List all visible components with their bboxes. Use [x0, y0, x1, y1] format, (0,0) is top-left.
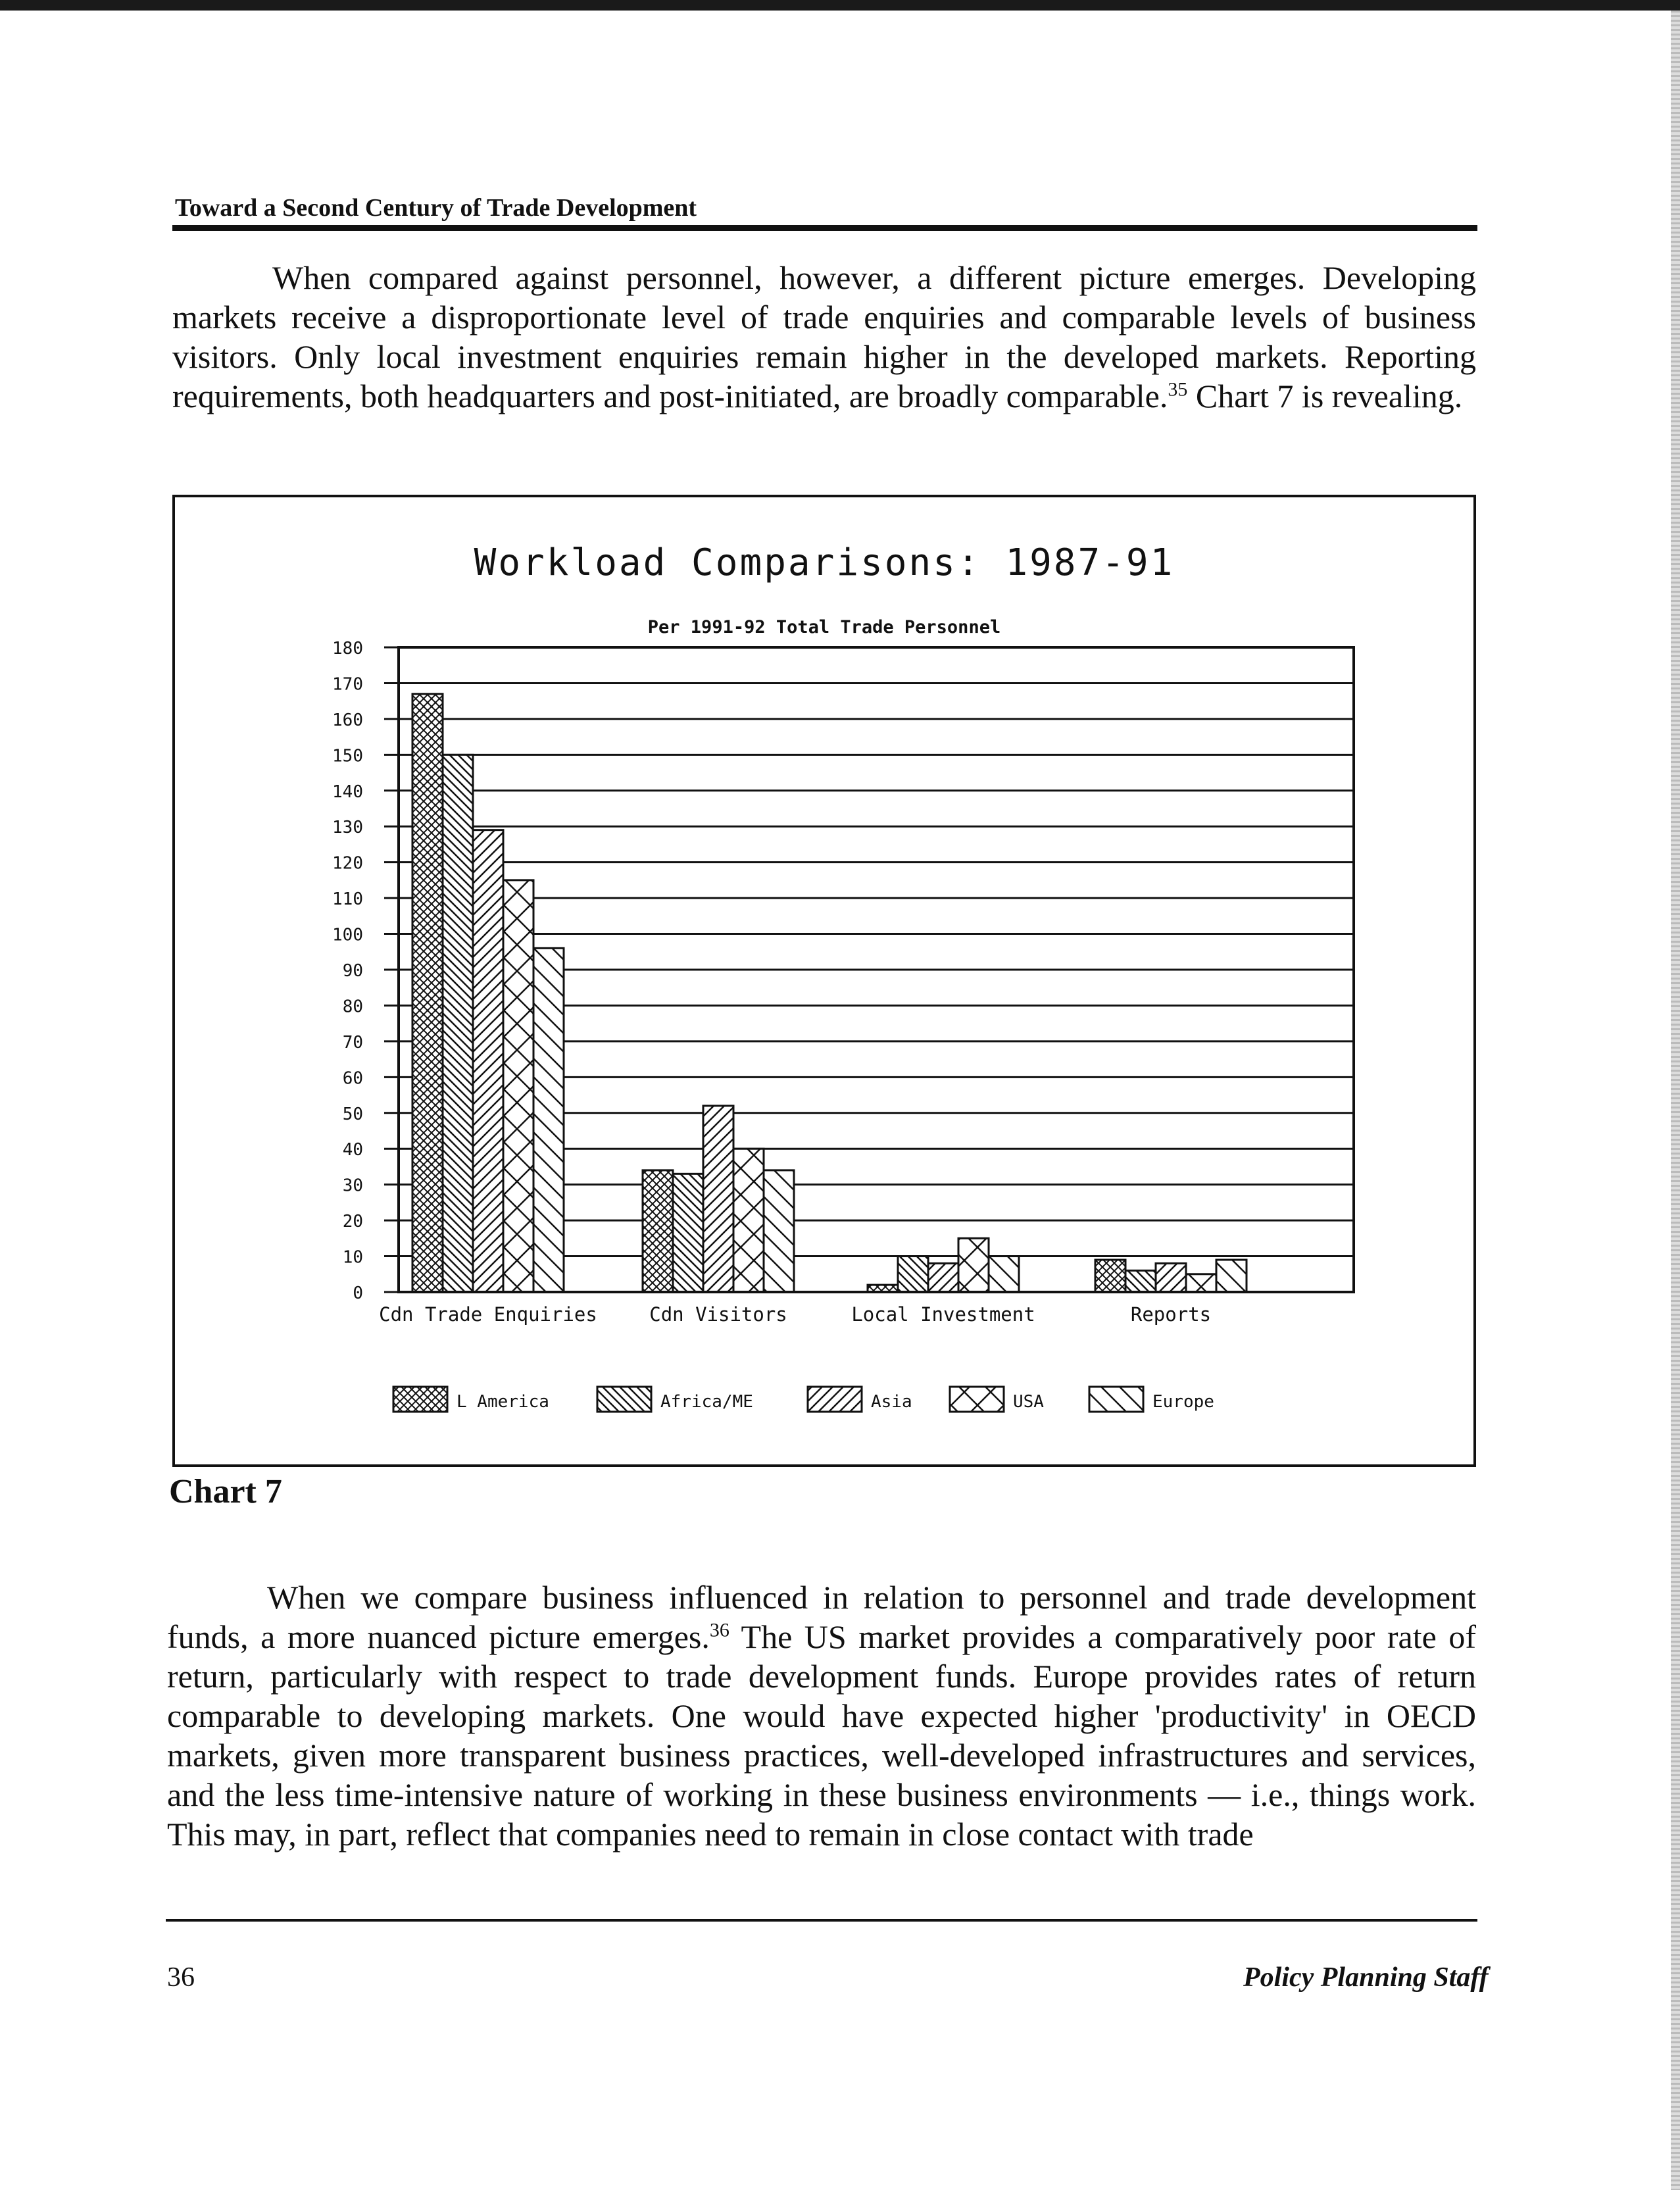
- y-tick-label: 80: [342, 997, 363, 1017]
- y-tick-label: 0: [353, 1283, 363, 1303]
- bar-usa: [1186, 1274, 1216, 1292]
- footnote-ref-36: 36: [709, 1619, 729, 1641]
- paragraph-1-text: When compared against personnel, however, a different picture emerges. Developing markets receive a disproportionate level of trade enquiries and comparable levels of business visitors. Only local investment enquiries remain higher in the developed markets. Reporting requirements, both headquarters and post-initiated, are broadly comparable.: [172, 259, 1476, 414]
- x-category-label: Local Investment: [851, 1303, 1035, 1326]
- chart-legend: [393, 1387, 1214, 1412]
- bar-asia: [473, 830, 503, 1292]
- y-tick-label: 90: [342, 961, 363, 981]
- bars: [412, 694, 1247, 1292]
- running-header-title: Toward a Second Century of Trade Development: [175, 194, 697, 222]
- chart-caption: Chart 7: [169, 1473, 282, 1510]
- chart-title: Workload Comparisons: 1987-91: [474, 541, 1175, 584]
- y-tick-label: 60: [342, 1068, 363, 1089]
- workload-bar-chart: [175, 497, 1473, 1464]
- y-tick-label: 110: [332, 889, 363, 910]
- y-tick-label: 180: [332, 639, 363, 659]
- bar-europe: [1216, 1260, 1247, 1292]
- bar-europe: [764, 1170, 794, 1292]
- y-axis-ticks: [332, 639, 399, 1303]
- bar-asia: [928, 1263, 958, 1292]
- scan-binding-edge: [1671, 11, 1680, 2190]
- legend-swatch: [393, 1387, 447, 1412]
- footer-publisher: Policy Planning Staff: [1243, 1962, 1489, 1993]
- y-tick-label: 170: [332, 674, 363, 695]
- x-category-label: Cdn Trade Enquiries: [379, 1303, 597, 1326]
- y-tick-label: 160: [332, 710, 363, 730]
- legend-swatch: [808, 1387, 862, 1412]
- y-tick-label: 150: [332, 746, 363, 766]
- y-tick-label: 40: [342, 1140, 363, 1160]
- footnote-ref-35: 35: [1168, 378, 1188, 401]
- bar-l-america: [412, 694, 443, 1292]
- chart-subtitle: Per 1991-92 Total Trade Personnel: [647, 617, 1001, 637]
- bar-l-america: [643, 1170, 673, 1292]
- legend-swatch: [1089, 1387, 1143, 1412]
- bar-africa-me: [1125, 1270, 1156, 1292]
- legend-label: Africa/ME: [660, 1392, 753, 1412]
- bar-europe: [533, 948, 564, 1292]
- y-tick-label: 70: [342, 1032, 363, 1053]
- paragraph-2-tail: The US market provides a comparatively poor rate of return, particularly with respect to trade development funds. Europe provides rates of return comparable to developing markets. One would have expected higher 'productivity' in OECD markets, given more transparent business practices, well-developed infrastructures and services, and the less time-intensive nature of working in these business environments — i.e., things work. This may, in part, reflect that companies need to remain in close contact with trade: [167, 1618, 1477, 1853]
- legend-label: L America: [457, 1392, 549, 1412]
- y-tick-label: 140: [332, 782, 363, 802]
- bar-africa-me: [673, 1174, 703, 1292]
- y-tick-label: 130: [332, 818, 363, 838]
- paragraph-1-tail: Chart 7 is revealing.: [1187, 378, 1463, 414]
- paragraph-2-text: When we compare business influenced in relation to personnel and trade development funds, a more nuanced picture emerges.: [167, 1579, 1476, 1655]
- bar-usa: [733, 1149, 764, 1292]
- legend-swatch: [950, 1387, 1004, 1412]
- y-tick-label: 120: [332, 853, 363, 874]
- legend-label: Europe: [1152, 1392, 1214, 1412]
- header-rule: [172, 225, 1477, 231]
- bar-asia: [1156, 1263, 1186, 1292]
- bar-l-america: [1095, 1260, 1125, 1292]
- body-paragraph-2: [167, 1578, 1476, 1854]
- x-category-label: Cdn Visitors: [649, 1303, 787, 1326]
- bar-africa-me: [443, 755, 473, 1292]
- scan-top-edge: [0, 0, 1680, 11]
- y-tick-label: 50: [342, 1104, 363, 1124]
- chart-frame: [172, 495, 1476, 1467]
- legend-swatch: [597, 1387, 651, 1412]
- bar-europe: [989, 1257, 1019, 1292]
- x-category-label: Reports: [1130, 1303, 1212, 1326]
- y-tick-label: 30: [342, 1176, 363, 1196]
- bar-usa: [958, 1238, 989, 1292]
- legend-label: USA: [1013, 1392, 1044, 1412]
- y-tick-label: 20: [342, 1212, 363, 1232]
- y-tick-label: 100: [332, 925, 363, 945]
- legend-label: Asia: [871, 1392, 912, 1412]
- x-axis-categories: [379, 1303, 1211, 1326]
- bar-asia: [703, 1106, 733, 1292]
- bar-usa: [503, 880, 533, 1292]
- y-tick-label: 10: [342, 1247, 363, 1268]
- bar-africa-me: [898, 1257, 928, 1292]
- body-paragraph-1: [172, 258, 1476, 416]
- footer-rule: [166, 1919, 1477, 1922]
- page-number: 36: [167, 1962, 195, 1993]
